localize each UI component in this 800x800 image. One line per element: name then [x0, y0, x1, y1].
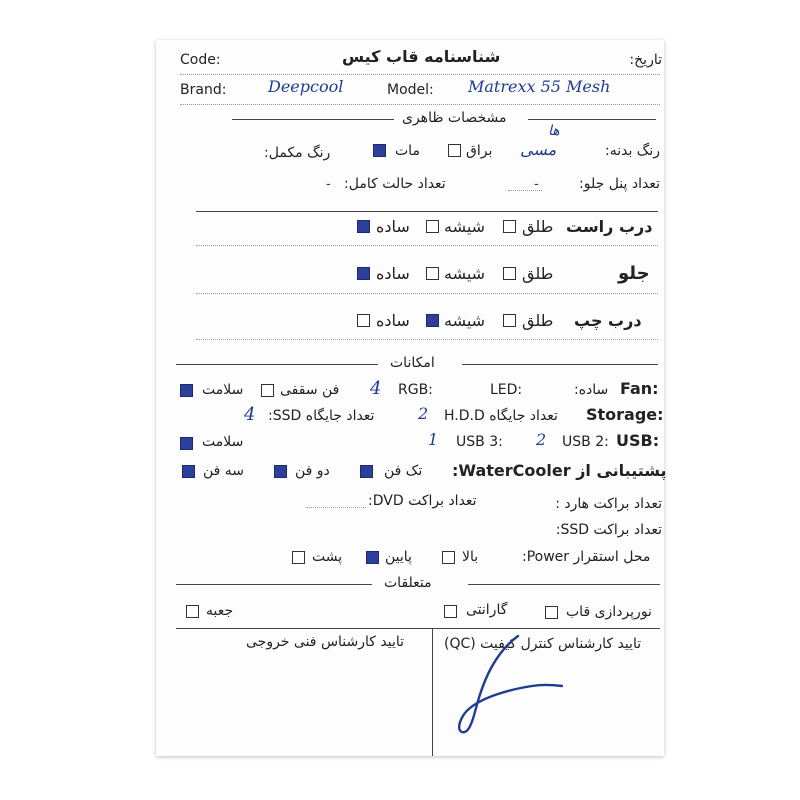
- power-bottom-label: پایین: [385, 549, 412, 565]
- left-door-label: درب چپ: [574, 311, 642, 330]
- code-label: Code:: [180, 52, 221, 68]
- features-heading: امکانات: [390, 355, 435, 371]
- qc-signature: [300, 612, 570, 742]
- hdd-bays-label: تعداد جایگاه H.D.D: [444, 408, 558, 424]
- one-fan-label: تک فن: [384, 463, 423, 479]
- front-panel-count-label: تعداد پنل جلو:: [579, 176, 660, 192]
- full-mode-count-value[interactable]: -: [326, 176, 331, 192]
- left-door-glass-checkbox[interactable]: [426, 314, 439, 327]
- usb3-label: USB 3:: [456, 434, 503, 450]
- three-fan-label: سه فن: [203, 463, 245, 479]
- right-door-label: درب راست: [566, 217, 653, 236]
- front-door-mesh-checkbox[interactable]: [503, 267, 516, 280]
- appearance-heading: مشخصات ظاهری: [402, 110, 507, 126]
- date-label: تاریخ:: [629, 52, 662, 68]
- form-title: شناسنامه قاب کیس: [342, 47, 501, 66]
- front-panel-count-value[interactable]: -: [534, 176, 539, 192]
- right-door-mesh-label: طلق: [522, 217, 554, 236]
- box-label: جعبه: [206, 603, 234, 619]
- front-door-rule: [196, 293, 658, 294]
- left-door-rule: [196, 339, 658, 340]
- front-door-glass-label: شیشه: [444, 264, 486, 283]
- left-door-plain-label: ساده: [376, 311, 410, 330]
- fan-led-label: LED:: [490, 382, 523, 398]
- usb-healthy-label: سلامت: [202, 434, 244, 450]
- storage-label: Storage:: [586, 405, 664, 424]
- front-door-glass-checkbox[interactable]: [426, 267, 439, 280]
- appearance-rule-left: [232, 119, 394, 120]
- front-panel-count-dots: [508, 190, 542, 191]
- left-door-plain-checkbox[interactable]: [357, 314, 370, 327]
- usb3-value[interactable]: 1: [428, 430, 439, 449]
- right-door-glass-checkbox[interactable]: [426, 220, 439, 233]
- right-door-plain-checkbox[interactable]: [357, 220, 370, 233]
- power-bottom-checkbox[interactable]: [366, 551, 379, 564]
- right-door-glass-label: شیشه: [444, 217, 486, 236]
- dvd-bracket-dots: [306, 507, 366, 508]
- doors-top-rule: [196, 211, 658, 212]
- right-door-rule: [196, 245, 658, 246]
- glossy-checkbox[interactable]: [448, 144, 461, 157]
- accessories-heading: متعلقات: [384, 575, 432, 591]
- body-color-label: رنگ بدنه:: [604, 143, 660, 159]
- fan-rgb-value[interactable]: 4: [370, 378, 382, 399]
- features-rule-left: [176, 364, 378, 365]
- header-rule: [180, 74, 660, 75]
- usb2-label: USB 2:: [562, 434, 609, 450]
- front-door-plain-checkbox[interactable]: [357, 267, 370, 280]
- two-fan-checkbox[interactable]: [274, 465, 287, 478]
- tech-approval-label: تایید کارشناس فنی خروجی: [246, 634, 405, 650]
- matte-checkbox[interactable]: [373, 144, 386, 157]
- front-door-label: جلو: [618, 263, 650, 284]
- right-door-plain-label: ساده: [376, 217, 410, 236]
- one-fan-checkbox[interactable]: [360, 465, 373, 478]
- watercooler-label: پشتیبانی از WaterCooler:: [452, 461, 667, 480]
- fan-healthy-label: سلامت: [202, 382, 244, 398]
- hdd-bays-value[interactable]: 2: [418, 404, 429, 423]
- qc-approval-label: تایید کارشناس کنترل کیفیت (QC): [444, 636, 642, 652]
- accent-color-label: رنگ مکمل:: [264, 145, 331, 161]
- left-door-mesh-label: طلق: [522, 311, 554, 330]
- product-rule: [180, 104, 660, 105]
- left-door-glass-label: شیشه: [444, 311, 486, 330]
- full-mode-count-label: تعداد حالت کامل:: [344, 176, 446, 192]
- two-fan-label: دو فن: [295, 463, 330, 479]
- brand-value[interactable]: Deepcool: [268, 77, 344, 96]
- front-door-plain-label: ساده: [376, 264, 410, 283]
- glossy-label: براق: [466, 143, 493, 159]
- front-door-mesh-label: طلق: [522, 264, 554, 283]
- model-label: Model:: [387, 82, 434, 98]
- accessories-rule-left: [176, 584, 372, 585]
- power-back-checkbox[interactable]: [292, 551, 305, 564]
- ssd-bays-value[interactable]: 4: [244, 404, 256, 425]
- box-checkbox[interactable]: [186, 605, 199, 618]
- usb-healthy-checkbox[interactable]: [180, 437, 193, 450]
- fan-rgb-label: RGB:: [398, 382, 433, 398]
- body-color-value[interactable]: مسی: [520, 140, 557, 159]
- ssd-bays-label: تعداد جایگاه SSD:: [268, 408, 375, 424]
- dvd-bracket-label: تعداد براکت DVD:: [368, 493, 477, 509]
- power-location-label: محل استقرار Power:: [522, 549, 651, 565]
- hard-bracket-label: تعداد براکت هارد :: [555, 496, 662, 512]
- power-back-label: پشت: [312, 549, 343, 565]
- features-rule-right: [462, 364, 658, 365]
- left-door-mesh-checkbox[interactable]: [503, 314, 516, 327]
- ceiling-fan-checkbox[interactable]: [261, 384, 274, 397]
- fan-plain-label: ساده:: [574, 382, 609, 398]
- power-top-label: بالا: [462, 549, 479, 565]
- usb2-value[interactable]: 2: [536, 430, 547, 449]
- appearance-rule-right: [528, 119, 656, 120]
- fan-healthy-checkbox[interactable]: [180, 384, 193, 397]
- brand-label: Brand:: [180, 82, 227, 98]
- fan-label: Fan:: [620, 379, 659, 398]
- matte-label: مات: [395, 143, 420, 159]
- three-fan-checkbox[interactable]: [182, 465, 195, 478]
- accessories-rule-right: [468, 584, 660, 585]
- model-value[interactable]: Matrexx 55 Mesh: [468, 77, 611, 96]
- body-color-note: ها: [548, 123, 560, 139]
- usb-label: USB:: [616, 431, 660, 450]
- ceiling-fan-label: فن سقفی: [280, 382, 340, 398]
- power-top-checkbox[interactable]: [442, 551, 455, 564]
- ssd-bracket-label: تعداد براکت SSD:: [555, 522, 662, 538]
- right-door-mesh-checkbox[interactable]: [503, 220, 516, 233]
- lighting-label: نورپردازی قاب: [566, 604, 652, 620]
- warranty-label: گارانتی: [466, 602, 508, 618]
